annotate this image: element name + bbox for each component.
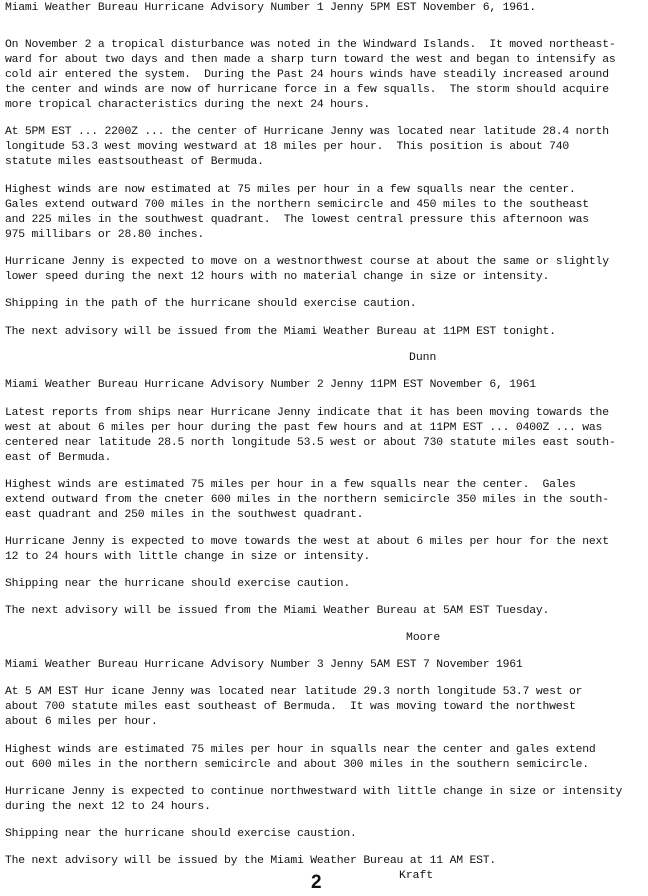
advisory-2-p1-line: west at about 6 miles per hour during the past few hours and at 11PM EST ... 0400Z ... was: [5, 422, 603, 434]
advisory-1-p1-line: the center and winds are now of hurricane force in a few squalls. The storm should acquire: [5, 84, 609, 96]
advisory-1-p1-line: On November 2 a tropical disturbance was noted in the Windward Islands. It moved northeast-: [5, 39, 616, 51]
page-number: 2: [311, 872, 322, 893]
advisory-3-p1-line: At 5 AM EST Hur icane Jenny was located near latitude 29.3 north longitude 53.7 west or: [5, 686, 583, 698]
advisory-1-next-advisory: The next advisory will be issued from the Miami Weather Bureau at 11PM EST tonight.: [5, 326, 556, 338]
advisory-2-p2-line: Highest winds are estimated 75 miles per hour in a few squalls near the center. Gales: [5, 479, 576, 491]
advisory-2-p1-line: centered near latitude 28.5 north longitude 53.5 west or about 730 statute miles east south-: [5, 437, 616, 449]
advisory-1-signature: Dunn: [409, 352, 437, 364]
advisory-1-p2-line: longitude 53.3 west moving westward at 18 miles per hour. This position is about 740: [5, 141, 570, 153]
advisory-1-p2-line: statute miles eastsoutheast of Bermuda.: [5, 156, 264, 168]
advisory-3-shipping: Shipping near the hurricane should exercise caustion.: [5, 828, 357, 840]
advisory-2-p2-line: east quadrant and 250 miles in the southwest quadrant.: [5, 509, 364, 521]
advisory-1-p2-line: At 5PM EST ... 2200Z ... the center of Hurricane Jenny was located near latitude 28.4 north: [5, 126, 609, 138]
advisory-2-next-advisory: The next advisory will be issued from the Miami Weather Bureau at 5AM EST Tuesday.: [5, 605, 550, 617]
advisory-2-p3-line: 12 to 24 hours with little change in size or intensity.: [5, 551, 370, 563]
advisory-2-shipping: Shipping near the hurricane should exercise caution.: [5, 578, 351, 590]
advisory-3-p3-line: during the next 12 to 24 hours.: [5, 801, 211, 813]
advisory-3-p2-line: out 600 miles in the northern semicircle and about 300 miles in the southern semicircle.: [5, 759, 589, 771]
advisory-1-p3-line: 975 millibars or 28.80 inches.: [5, 229, 205, 241]
advisory-3-p1-line: about 700 statute miles east southeast of Bermuda. It was moving toward the northwest: [5, 701, 576, 713]
advisory-2-header: Miami Weather Bureau Hurricane Advisory Number 2 Jenny 11PM EST November 6, 1961: [5, 379, 536, 391]
advisory-1-p3-line: Gales extend outward 700 miles in the northern semicircle and 450 miles to the southeast: [5, 199, 589, 211]
advisory-1-p3-line: and 225 miles in the southwest quadrant. The lowest central pressure this afternoon was: [5, 214, 589, 226]
advisory-3-p1-line: about 6 miles per hour.: [5, 716, 158, 728]
advisory-1-p4-line: lower speed during the next 12 hours with no material change in size or intensity.: [5, 271, 550, 283]
advisory-3-next-advisory: The next advisory will be issued by the Miami Weather Bureau at 11 AM EST.: [5, 855, 497, 867]
advisory-3-p2-line: Highest winds are estimated 75 miles per hour in squalls near the center and gales extend: [5, 744, 596, 756]
advisory-2-p1-line: Latest reports from ships near Hurricane Jenny indicate that it has been moving towards the: [5, 407, 609, 419]
advisory-3-p3-line: Hurricane Jenny is expected to continue northwestward with little change in size or intensity: [5, 786, 623, 798]
advisory-1-p4-line: Hurricane Jenny is expected to move on a westnorthwest course at about the same or slightly: [5, 256, 609, 268]
advisory-1-p3-line: Highest winds are now estimated at 75 miles per hour in a few squalls near the center.: [5, 184, 576, 196]
advisory-3-signature: Kraft: [399, 870, 434, 882]
advisory-2-p1-line: east of Bermuda.: [5, 452, 112, 464]
advisory-1-p1-line: more tropical characteristics during the next 24 hours.: [5, 99, 370, 111]
advisory-1-shipping: Shipping in the path of the hurricane should exercise caution.: [5, 298, 417, 310]
advisory-1-header: Miami Weather Bureau Hurricane Advisory Number 1 Jenny 5PM EST November 6, 1961.: [5, 2, 536, 14]
advisory-1-p1-line: cold air entered the system. During the Past 24 hours winds have steadily increased around: [5, 69, 609, 81]
advisory-2-signature: Moore: [406, 632, 441, 644]
advisory-3-header: Miami Weather Bureau Hurricane Advisory Number 3 Jenny 5AM EST 7 November 1961: [5, 659, 523, 671]
advisory-2-p3-line: Hurricane Jenny is expected to move towards the west at about 6 miles per hour for the next: [5, 536, 609, 548]
advisory-1-p1-line: ward for about two days and then made a sharp turn toward the west and began to intensify as: [5, 54, 616, 66]
advisory-2-p2-line: extend outward from the cneter 600 miles in the northern semicircle 350 miles in the south-: [5, 494, 609, 506]
